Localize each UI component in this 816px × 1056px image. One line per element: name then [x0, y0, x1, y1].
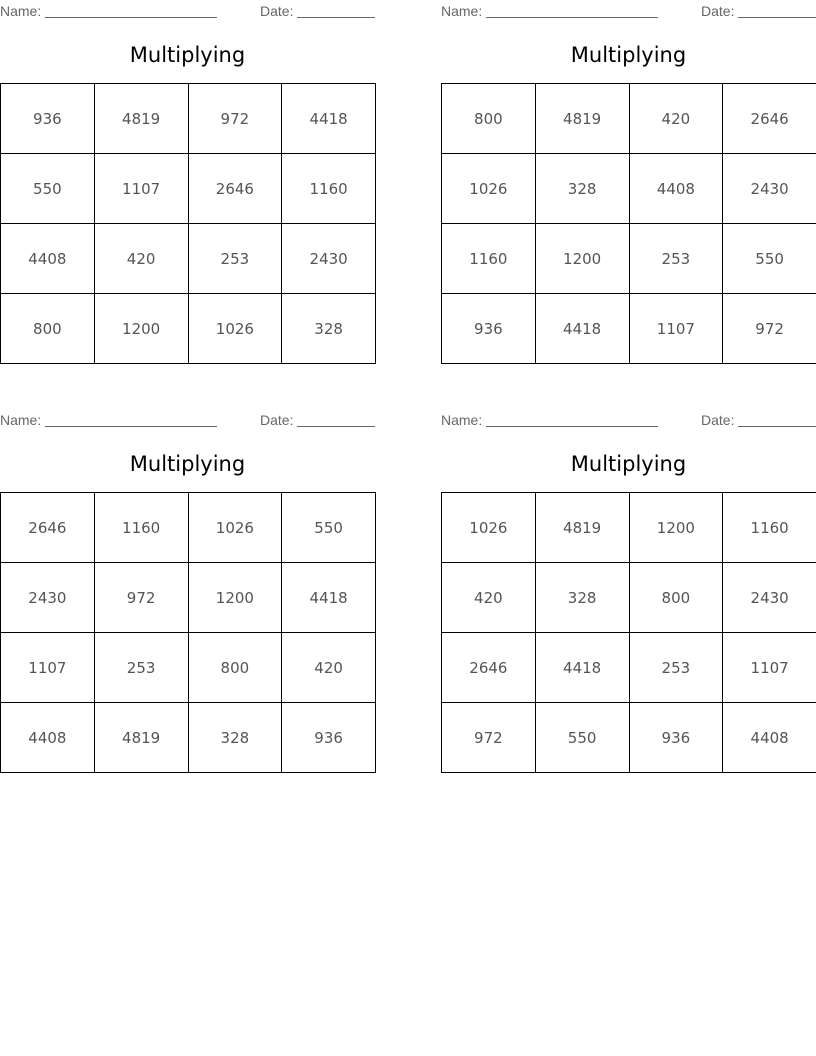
date-label: Date:	[260, 412, 294, 428]
grid-cell: 4408	[723, 703, 816, 773]
name-label: Name:	[0, 412, 42, 428]
grid-cell: 800	[442, 84, 536, 154]
grid-cell: 4819	[94, 703, 188, 773]
grid-cell: 550	[1, 154, 95, 224]
grid-cell: 1200	[535, 224, 629, 294]
card-title: Multiplying	[129, 452, 246, 476]
grid-cell: 328	[188, 703, 282, 773]
grid-cell: 1107	[94, 154, 188, 224]
bingo-card	[0, 409, 375, 773]
grid-cell: 550	[535, 703, 629, 773]
grid-cell: 4418	[535, 294, 629, 364]
grid-row	[1, 294, 376, 364]
grid-row	[442, 703, 816, 773]
grid-cell: 1026	[442, 493, 536, 563]
grid-row	[1, 84, 376, 154]
name-blank-line	[45, 426, 217, 427]
grid-row	[1, 703, 376, 773]
grid-cell: 1107	[1, 633, 95, 703]
grid-cell: 4408	[1, 224, 95, 294]
grid-cell: 1107	[723, 633, 816, 703]
grid-cell: 800	[629, 563, 723, 633]
name-blank-line	[486, 426, 658, 427]
grid-cell: 420	[442, 563, 536, 633]
bingo-card	[0, 0, 375, 364]
grid-cell: 2646	[442, 633, 536, 703]
grid-cell: 1026	[188, 493, 282, 563]
number-grid	[0, 492, 376, 773]
grid-cell: 972	[188, 84, 282, 154]
grid-cell: 972	[723, 294, 816, 364]
card-header	[0, 3, 375, 21]
date-blank-line	[297, 17, 375, 18]
grid-cell: 420	[282, 633, 376, 703]
grid-cell: 328	[535, 563, 629, 633]
grid-cell: 420	[629, 84, 723, 154]
grid-cell: 4418	[282, 84, 376, 154]
grid-cell: 253	[629, 633, 723, 703]
grid-cell: 550	[723, 224, 816, 294]
grid-cell: 800	[1, 294, 95, 364]
grid-row	[442, 633, 816, 703]
number-grid	[441, 492, 816, 773]
card-title: Multiplying	[570, 452, 687, 476]
grid-row	[1, 633, 376, 703]
grid-cell: 1200	[94, 294, 188, 364]
grid-cell: 1160	[723, 493, 816, 563]
grid-cell: 2646	[1, 493, 95, 563]
card-header	[441, 3, 816, 21]
number-grid	[441, 83, 816, 364]
grid-cell: 2430	[1, 563, 95, 633]
grid-row	[1, 154, 376, 224]
grid-cell: 1200	[629, 493, 723, 563]
grid-row	[1, 224, 376, 294]
card-title: Multiplying	[129, 43, 246, 67]
card-title: Multiplying	[570, 43, 687, 67]
grid-cell: 1026	[188, 294, 282, 364]
bingo-card	[441, 409, 816, 773]
grid-row	[442, 294, 816, 364]
grid-cell: 4408	[1, 703, 95, 773]
grid-cell: 550	[282, 493, 376, 563]
grid-cell: 4418	[535, 633, 629, 703]
bingo-card	[441, 0, 816, 364]
name-label: Name:	[0, 3, 42, 19]
grid-cell: 936	[282, 703, 376, 773]
grid-cell: 936	[442, 294, 536, 364]
grid-cell: 1026	[442, 154, 536, 224]
grid-cell: 800	[188, 633, 282, 703]
name-label: Name:	[441, 3, 483, 19]
grid-cell: 420	[94, 224, 188, 294]
grid-row	[1, 493, 376, 563]
grid-row	[442, 224, 816, 294]
grid-cell: 2646	[723, 84, 816, 154]
grid-cell: 936	[1, 84, 95, 154]
name-label: Name:	[441, 412, 483, 428]
name-blank-line	[45, 17, 217, 18]
grid-cell: 4408	[629, 154, 723, 224]
grid-cell: 4418	[282, 563, 376, 633]
grid-cell: 2430	[723, 154, 816, 224]
grid-cell: 253	[629, 224, 723, 294]
date-label: Date:	[260, 3, 294, 19]
date-label: Date:	[701, 412, 735, 428]
date-blank-line	[297, 426, 375, 427]
grid-cell: 4819	[535, 84, 629, 154]
grid-cell: 2430	[282, 224, 376, 294]
name-blank-line	[486, 17, 658, 18]
grid-row	[442, 493, 816, 563]
grid-row	[442, 154, 816, 224]
grid-cell: 328	[282, 294, 376, 364]
date-blank-line	[738, 17, 816, 18]
grid-cell: 2646	[188, 154, 282, 224]
grid-cell: 1160	[282, 154, 376, 224]
grid-cell: 328	[535, 154, 629, 224]
grid-row	[442, 84, 816, 154]
grid-cell: 1107	[629, 294, 723, 364]
card-header	[0, 412, 375, 430]
grid-cell: 936	[629, 703, 723, 773]
grid-cell: 1160	[442, 224, 536, 294]
grid-row	[1, 563, 376, 633]
grid-cell: 1200	[188, 563, 282, 633]
grid-cell: 2430	[723, 563, 816, 633]
grid-cell: 253	[188, 224, 282, 294]
grid-cell: 4819	[94, 84, 188, 154]
date-label: Date:	[701, 3, 735, 19]
card-header	[441, 412, 816, 430]
grid-row	[442, 563, 816, 633]
grid-cell: 253	[94, 633, 188, 703]
date-blank-line	[738, 426, 816, 427]
grid-cell: 4819	[535, 493, 629, 563]
grid-cell: 1160	[94, 493, 188, 563]
number-grid	[0, 83, 376, 364]
grid-cell: 972	[94, 563, 188, 633]
grid-cell: 972	[442, 703, 536, 773]
